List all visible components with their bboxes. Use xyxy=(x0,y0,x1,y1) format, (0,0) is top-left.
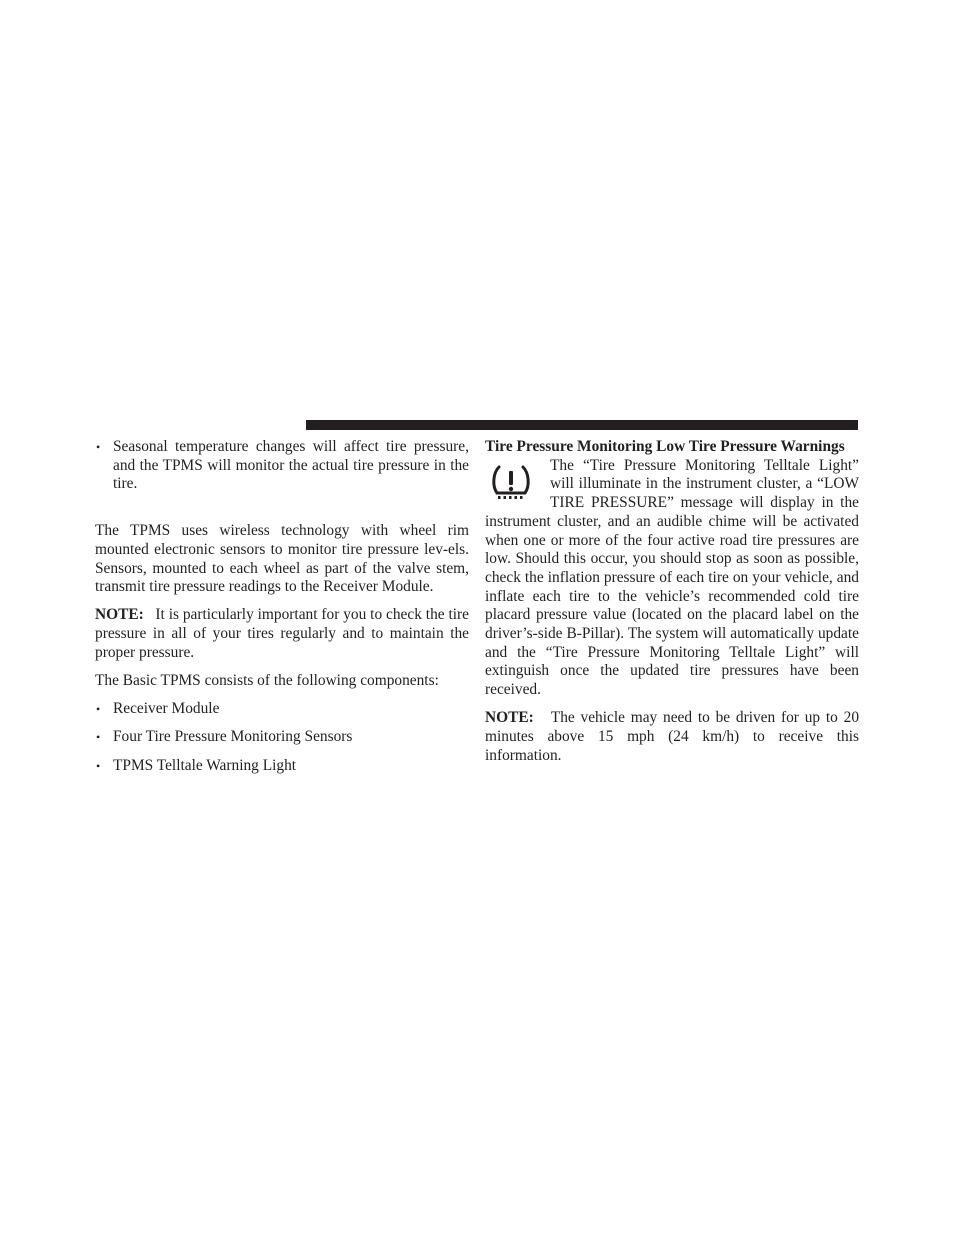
bullet-icon: • xyxy=(96,702,101,717)
note-paragraph xyxy=(95,606,469,662)
note-label: NOTE: xyxy=(485,709,534,727)
note-text: The vehicle may need to be driven for up to 20 minutes above 15 mph (24 km/h) to receive this information. xyxy=(485,709,860,764)
list-item xyxy=(95,700,469,719)
bullet-icon: • xyxy=(96,730,101,745)
list-item xyxy=(95,757,469,776)
header-rule xyxy=(306,420,858,430)
left-column xyxy=(95,438,469,775)
component-label: Receiver Module xyxy=(113,700,220,718)
bullet-text: Seasonal temperature changes will affect tire pressure, and the TPMS will monitor the actual tire pressure in the tire. xyxy=(113,438,469,493)
paragraph-components: The Basic TPMS consists of the following components: xyxy=(95,672,439,690)
list-item-seasonal xyxy=(95,438,469,494)
paragraph-wireless: The TPMS uses wireless technology with wheel rim mounted electronic sensors to monitor tire pressure lev-els. Sensors, mounted to each wheel as part of the valve stem, transmit tire pressure readings to the Receiver Module. xyxy=(95,522,469,596)
component-label: Four Tire Pressure Monitoring Sensors xyxy=(113,728,353,746)
note-paragraph xyxy=(485,709,859,765)
bullet-icon: • xyxy=(96,440,101,454)
bullet-icon: • xyxy=(96,758,101,773)
paragraph-warning: The “Tire Pressure Monitoring Telltale Light” will illuminate in the instrument cluster, a “LOW TIRE PRESSURE” message will display in the instrument cluster, and an audible chime will be activated when one or more of the four active road tire pressures are low. Should this occur, you should stop as soon as possible, check the inflation pressure of each tire on your vehicle, and inflate each tire to the vehicle’s recommended cold tire placard pressure value (located on the placard label on the driver’s-side B-Pillar). The system will automatically update and the “Tire Pressure Monitoring Telltale Light” will extinguish once the updated tire pressures have been received. xyxy=(485,456,859,699)
section-heading: Tire Pressure Monitoring Low Tire Pressure Warnings xyxy=(485,438,845,455)
note-label: NOTE: xyxy=(95,606,144,624)
note-text: It is particularly important for you to check the tire pressure in all of your tires regularly and to maintain the proper pressure. xyxy=(95,606,469,661)
component-label: TPMS Telltale Warning Light xyxy=(113,756,297,774)
right-column xyxy=(485,438,859,765)
tire-pressure-warning-icon xyxy=(485,460,543,506)
list-item xyxy=(95,728,469,747)
